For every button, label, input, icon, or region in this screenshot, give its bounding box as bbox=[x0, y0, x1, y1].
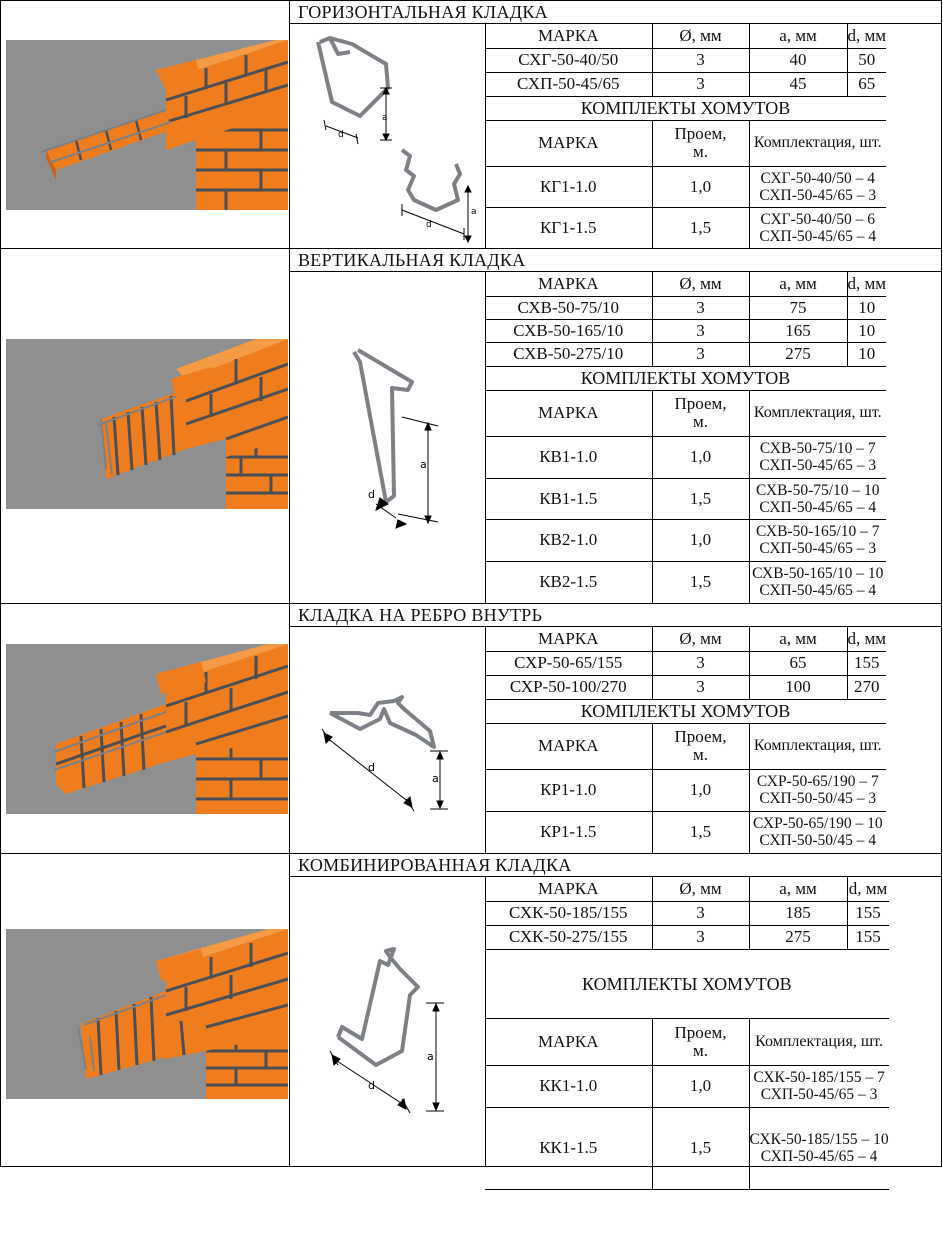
kit-col-contents: Комплектация, шт. bbox=[749, 1018, 889, 1065]
product-diameter: 3 bbox=[652, 901, 749, 925]
col-header-mark: МАРКА bbox=[485, 24, 652, 48]
kit-item-1: СХК-50-185/155 – 10 bbox=[749, 1131, 889, 1148]
product-mark: СХП-50-45/65 bbox=[485, 72, 652, 96]
product-mark: СХР-50-65/155 bbox=[485, 651, 652, 675]
opening-label-line1: Проем, bbox=[674, 727, 727, 746]
kit-item-1: СХВ-50-75/10 – 7 bbox=[759, 440, 876, 457]
product-mark: СХГ-50-40/50 bbox=[485, 48, 652, 72]
opening-label-line2: м. bbox=[692, 412, 708, 431]
dim-d-label: d bbox=[368, 761, 375, 774]
kit-item-2: СХП-50-45/65 – 3 bbox=[759, 540, 877, 557]
opening-label-line1: Проем, bbox=[674, 394, 727, 413]
product-row bbox=[485, 319, 886, 342]
kit-item-2: СХП-50-45/65 – 4 bbox=[760, 1148, 878, 1165]
kit-col-contents: Комплектация, шт. bbox=[749, 120, 886, 166]
brick-wall-illustration bbox=[6, 929, 288, 1099]
product-row bbox=[485, 72, 886, 96]
drawing-edge-clamp bbox=[290, 627, 486, 853]
kit-item-1: СХВ-50-165/10 – 10 bbox=[752, 565, 884, 582]
brick-wall-illustration bbox=[6, 644, 288, 814]
clamp-drawing bbox=[290, 877, 485, 1166]
kit-item-2: СХП-50-45/65 – 3 bbox=[760, 1086, 878, 1103]
kits-subheader: КОМПЛЕКТЫ ХОМУТОВ bbox=[485, 699, 886, 723]
product-row bbox=[485, 925, 889, 949]
spec-table bbox=[485, 272, 886, 604]
section-title: КОМБИНИРОВАННАЯ КЛАДКА bbox=[290, 854, 942, 877]
kit-contents bbox=[749, 1107, 889, 1189]
opening-label-line1: Проем, bbox=[674, 1022, 727, 1042]
brick-wall-illustration bbox=[6, 339, 288, 509]
section-combined bbox=[0, 854, 942, 1166]
section-title: ГОРИЗОНТАЛЬНАЯ КЛАДКА bbox=[290, 1, 942, 24]
kit-contents bbox=[749, 1065, 889, 1107]
kit-opening: 1,5 bbox=[652, 561, 749, 603]
product-mark: СХР-50-100/270 bbox=[485, 675, 652, 699]
kit-item-1: СХК-50-185/155 – 7 bbox=[753, 1069, 885, 1086]
col-header-diameter: Ø, мм bbox=[652, 877, 749, 901]
product-d: 65 bbox=[847, 72, 886, 96]
product-mark: СХВ-50-275/10 bbox=[485, 342, 652, 366]
kit-contents bbox=[749, 436, 886, 478]
section-edge-inward bbox=[0, 604, 942, 853]
kit-row bbox=[485, 166, 886, 207]
kit-mark: КР1-1.5 bbox=[485, 811, 652, 853]
kit-col-contents: Комплектация, шт. bbox=[749, 390, 886, 436]
product-a: 100 bbox=[749, 675, 847, 699]
kit-opening: 1,5 bbox=[652, 478, 749, 519]
product-mark: СХВ-50-75/10 bbox=[485, 296, 652, 319]
product-d: 50 bbox=[847, 48, 886, 72]
product-d: 270 bbox=[847, 675, 886, 699]
drawing-combined-clamp bbox=[290, 877, 486, 1166]
kit-item-2: СХП-50-45/65 – 4 bbox=[759, 582, 877, 599]
kit-col-opening bbox=[652, 1018, 749, 1065]
kit-item-1: СХГ-50-40/50 – 6 bbox=[760, 210, 875, 228]
kit-opening: 1,0 bbox=[652, 1065, 749, 1107]
opening-label-line1: Проем, bbox=[674, 124, 727, 143]
dim-a-label: a bbox=[471, 207, 477, 217]
kit-contents bbox=[749, 478, 886, 519]
product-diameter: 3 bbox=[652, 342, 749, 366]
section-vertical bbox=[0, 249, 942, 603]
section-horizontal bbox=[0, 1, 942, 248]
photo-combined-masonry bbox=[0, 854, 290, 1166]
kit-item-2: СХП-50-45/65 – 4 bbox=[759, 498, 877, 516]
kit-opening: 1,5 bbox=[652, 1107, 749, 1189]
section-title: ВЕРТИКАЛЬНАЯ КЛАДКА bbox=[290, 249, 942, 272]
kit-col-mark: МАРКА bbox=[485, 390, 652, 436]
kit-item-1: СХГ-50-40/50 – 4 bbox=[760, 169, 875, 187]
product-a: 185 bbox=[749, 901, 847, 925]
clamp-drawing bbox=[290, 627, 485, 853]
product-row bbox=[485, 48, 886, 72]
kit-row bbox=[485, 478, 886, 519]
kits-subheader: КОМПЛЕКТЫ ХОМУТОВ bbox=[485, 949, 889, 1018]
spec-table bbox=[485, 24, 886, 249]
product-d: 10 bbox=[847, 296, 886, 319]
kit-item-2: СХП-50-50/45 – 3 bbox=[759, 790, 877, 807]
drawing-horizontal-clamp bbox=[290, 24, 486, 248]
product-d: 155 bbox=[847, 651, 886, 675]
dim-a-label: a bbox=[427, 1050, 434, 1063]
spec-table bbox=[485, 877, 889, 1190]
product-a: 165 bbox=[749, 319, 847, 342]
col-header-a: a, мм bbox=[749, 877, 847, 901]
kit-col-mark: МАРКА bbox=[485, 1018, 652, 1065]
kit-contents bbox=[749, 769, 886, 811]
kit-opening: 1,0 bbox=[652, 519, 749, 561]
kit-contents bbox=[749, 811, 886, 853]
kit-row bbox=[485, 436, 886, 478]
clamp-drawing bbox=[290, 24, 485, 248]
col-header-diameter: Ø, мм bbox=[652, 627, 749, 651]
product-row bbox=[485, 675, 886, 699]
dim-d-label: d bbox=[426, 220, 432, 230]
kit-row bbox=[485, 811, 886, 853]
product-mark: СХВ-50-165/10 bbox=[485, 319, 652, 342]
kit-col-contents: Комплектация, шт. bbox=[749, 723, 886, 769]
dim-d-label: d bbox=[368, 1079, 375, 1092]
dim-d-label: d bbox=[368, 488, 375, 501]
clamp-drawing bbox=[290, 272, 485, 603]
kit-row bbox=[485, 519, 886, 561]
product-mark: СХК-50-275/155 bbox=[485, 925, 652, 949]
product-diameter: 3 bbox=[652, 675, 749, 699]
product-diameter: 3 bbox=[652, 925, 749, 949]
kit-mark: КВ1-1.5 bbox=[485, 478, 652, 519]
kit-mark: КГ1-1.5 bbox=[485, 207, 652, 248]
kit-row bbox=[485, 207, 886, 248]
kit-mark: КВ1-1.0 bbox=[485, 436, 652, 478]
opening-label-line2: м. bbox=[692, 142, 708, 161]
col-header-mark: МАРКА bbox=[485, 627, 652, 651]
kit-contents bbox=[749, 207, 886, 248]
kit-item-2: СХП-50-50/45 – 4 bbox=[759, 832, 877, 849]
col-header-d: d, мм bbox=[847, 627, 886, 651]
kits-subheader: КОМПЛЕКТЫ ХОМУТОВ bbox=[485, 96, 886, 120]
kit-col-mark: МАРКА bbox=[485, 723, 652, 769]
kit-item-2: СХП-50-45/65 – 4 bbox=[759, 227, 877, 245]
product-a: 65 bbox=[749, 651, 847, 675]
kit-mark: КГ1-1.0 bbox=[485, 166, 652, 207]
product-row bbox=[485, 296, 886, 319]
col-header-a: a, мм bbox=[749, 272, 847, 296]
product-d: 10 bbox=[847, 319, 886, 342]
product-d: 155 bbox=[847, 925, 889, 949]
product-row bbox=[485, 901, 889, 925]
kit-item-1: СХР-50-65/190 – 10 bbox=[752, 815, 883, 832]
product-row bbox=[485, 651, 886, 675]
opening-label-line2: м. bbox=[692, 745, 708, 764]
kit-item-1: СХР-50-65/190 – 7 bbox=[756, 773, 879, 790]
kits-subheader: КОМПЛЕКТЫ ХОМУТОВ bbox=[485, 366, 886, 390]
kit-contents bbox=[749, 519, 886, 561]
photo-horizontal-masonry bbox=[0, 1, 290, 248]
product-d: 155 bbox=[847, 901, 889, 925]
product-d: 10 bbox=[847, 342, 886, 366]
col-header-d: d, мм bbox=[847, 24, 886, 48]
kit-col-mark: МАРКА bbox=[485, 120, 652, 166]
section-title: КЛАДКА НА РЕБРО ВНУТРЬ bbox=[290, 604, 942, 627]
kit-col-opening bbox=[652, 390, 749, 436]
product-a: 75 bbox=[749, 296, 847, 319]
kit-contents bbox=[749, 561, 886, 603]
kit-item-2: СХП-50-45/65 – 3 bbox=[759, 186, 877, 204]
product-diameter: 3 bbox=[652, 651, 749, 675]
dim-a-label: a bbox=[382, 113, 388, 123]
col-header-a: a, мм bbox=[749, 627, 847, 651]
product-diameter: 3 bbox=[652, 72, 749, 96]
kit-row bbox=[485, 561, 886, 603]
kit-mark: КВ2-1.5 bbox=[485, 561, 652, 603]
kit-item-1: СХВ-50-75/10 – 10 bbox=[755, 481, 880, 499]
product-mark: СХК-50-185/155 bbox=[485, 901, 652, 925]
col-header-mark: МАРКА bbox=[485, 877, 652, 901]
kit-row bbox=[485, 769, 886, 811]
col-header-diameter: Ø, мм bbox=[652, 24, 749, 48]
product-diameter: 3 bbox=[652, 319, 749, 342]
product-a: 40 bbox=[749, 48, 847, 72]
product-a: 45 bbox=[749, 72, 847, 96]
kit-opening: 1,0 bbox=[652, 769, 749, 811]
col-header-diameter: Ø, мм bbox=[652, 272, 749, 296]
product-row bbox=[485, 342, 886, 366]
photo-edge-inward-masonry bbox=[0, 604, 290, 853]
kit-mark: КВ2-1.0 bbox=[485, 519, 652, 561]
product-diameter: 3 bbox=[652, 296, 749, 319]
col-header-d: d, мм bbox=[847, 877, 889, 901]
col-header-d: d, мм bbox=[847, 272, 886, 296]
opening-label-line2: м. bbox=[692, 1040, 708, 1060]
col-header-mark: МАРКА bbox=[485, 272, 652, 296]
spec-table bbox=[485, 627, 886, 854]
kit-item-2: СХП-50-45/65 – 3 bbox=[759, 457, 877, 474]
dim-d-label: d bbox=[338, 130, 344, 140]
kit-opening: 1,5 bbox=[652, 207, 749, 248]
kit-col-opening bbox=[652, 120, 749, 166]
product-diameter: 3 bbox=[652, 48, 749, 72]
kit-mark: КК1-1.5 bbox=[485, 1107, 652, 1189]
kit-opening: 1,5 bbox=[652, 811, 749, 853]
kit-opening: 1,0 bbox=[652, 166, 749, 207]
kit-opening: 1,0 bbox=[652, 436, 749, 478]
drawing-vertical-clamp bbox=[290, 272, 486, 603]
kit-col-opening bbox=[652, 723, 749, 769]
kit-mark: КК1-1.0 bbox=[485, 1065, 652, 1107]
brick-wall-illustration bbox=[6, 40, 288, 210]
kit-mark: КР1-1.0 bbox=[485, 769, 652, 811]
photo-vertical-masonry bbox=[0, 249, 290, 603]
kit-item-1: СХВ-50-165/10 – 7 bbox=[755, 523, 880, 540]
dim-a-label: a bbox=[420, 458, 427, 471]
product-a: 275 bbox=[749, 342, 847, 366]
col-header-a: a, мм bbox=[749, 24, 847, 48]
dim-a-label: a bbox=[432, 772, 439, 785]
kit-contents bbox=[749, 166, 886, 207]
kit-row bbox=[485, 1065, 889, 1107]
kit-row bbox=[485, 1107, 889, 1189]
product-a: 275 bbox=[749, 925, 847, 949]
